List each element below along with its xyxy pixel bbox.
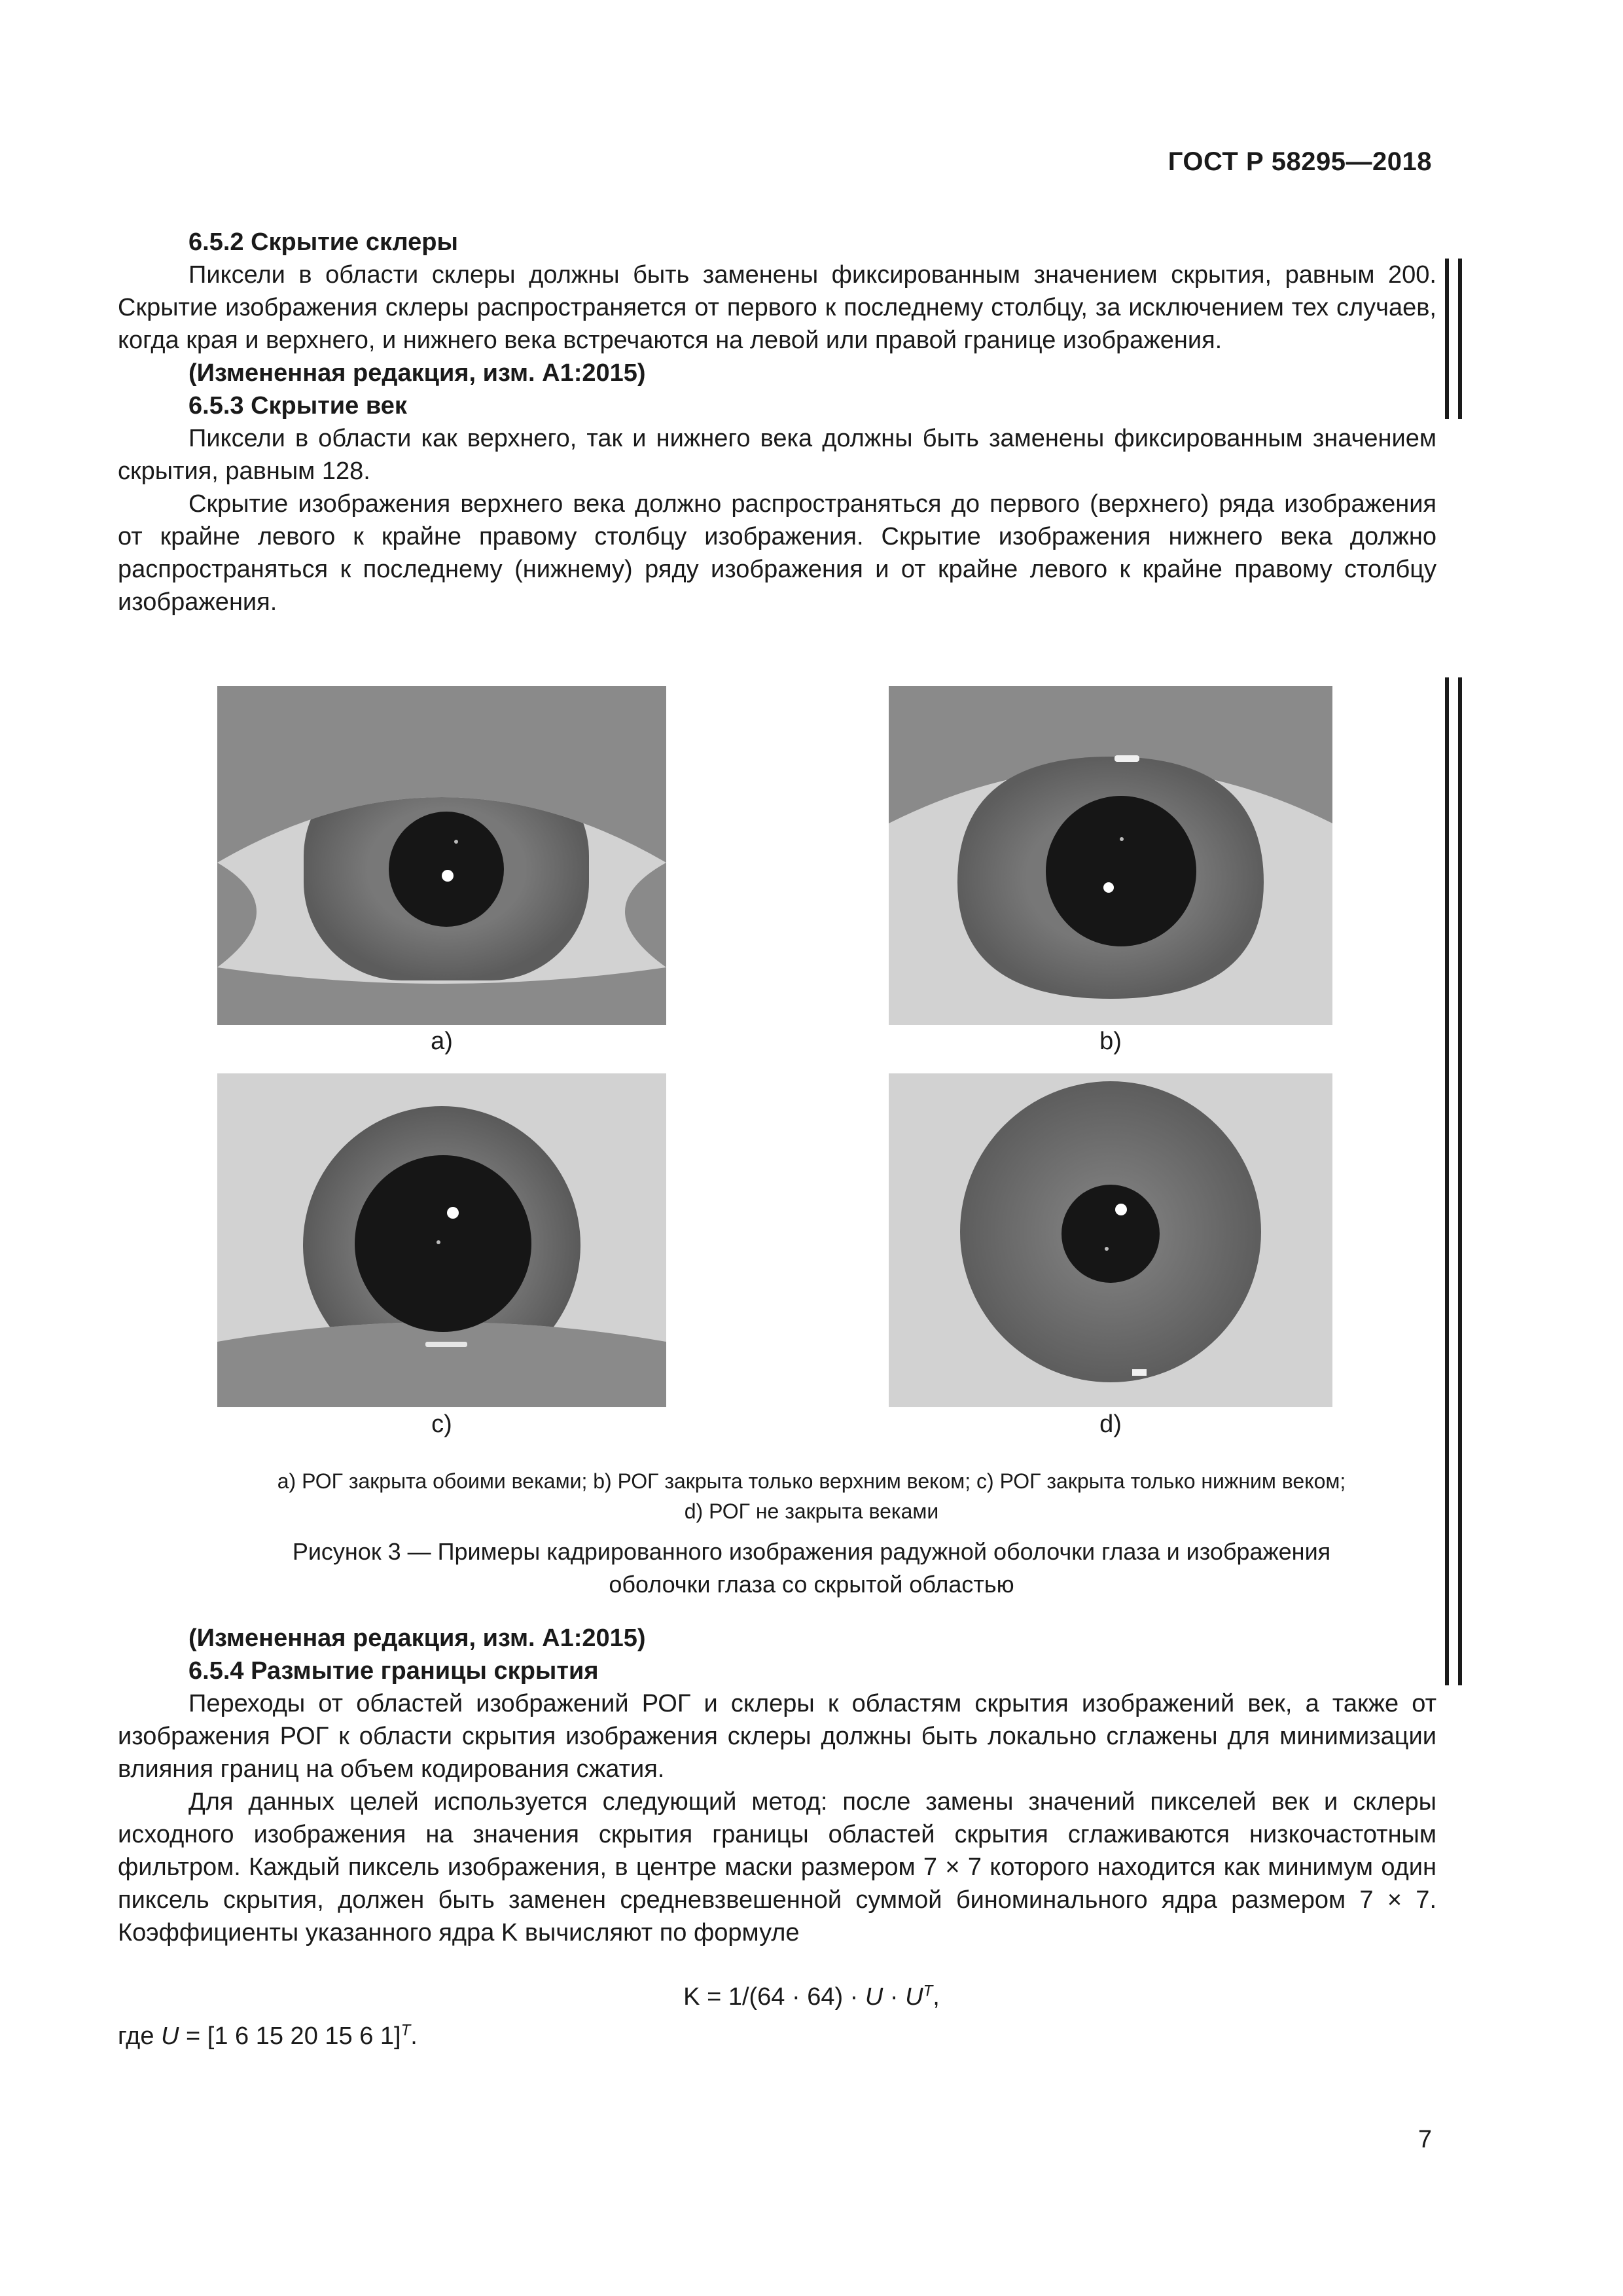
figure-legend-line: d) РОГ не закрыта веками <box>684 1499 939 1523</box>
paragraph: Для данных целей используется следующий метод: после замены значений пикселей век и склеры исходного изображения на значения скрытия границы областей скрытия сглаживаются низкочастотным фильтром. Каждый пиксель изображения, в центре маски размером 7 × 7 которого находится как минимум один пиксель скрытия, должен быть заменен средневзвешенной суммой биноминального ядра размером 7 × 7. Коэффициенты указанного ядра K вычисляют по формуле <box>118 1788 1436 1946</box>
section-title-6-5-2: 6.5.2 Скрытие склеры <box>188 228 458 256</box>
eye-image-c <box>217 1073 666 1407</box>
amendment-note: (Измененная редакция, изм. А1:2015) <box>188 1624 646 1652</box>
figure-caption-a: а) <box>431 1028 453 1055</box>
change-bar <box>1445 677 1449 1685</box>
formula-tail: , <box>933 1983 940 2011</box>
formula-u: U <box>905 1983 923 2011</box>
eye-image-d <box>889 1073 1332 1407</box>
formula-dot: · <box>883 1983 906 2011</box>
eye-image-a <box>217 686 666 1025</box>
text-block-top <box>118 226 1436 619</box>
figure-title-line: Рисунок 3 — Примеры кадрированного изображения радужной оболочки глаза и изображения <box>292 1538 1331 1565</box>
formula-transpose: T <box>923 1982 933 2000</box>
change-bar <box>1445 259 1449 419</box>
figure-title-line: оболочки глаза со скрытой областью <box>609 1571 1014 1598</box>
paragraph: Скрытие изображения верхнего века должно распространяться до первого (верхнего) ряда изображения от крайне левого к крайне правому столбцу изображения. Скрытие изображения нижнего века должно распространяться к последнему (нижнему) ряду изображения и от крайне левого к крайне правому столбцу изображения. <box>118 490 1436 616</box>
where-eq: = [1 6 15 20 15 6 1] <box>179 2022 401 2050</box>
figure-legend-line: а) РОГ закрыта обоими веками; b) РОГ закрыта только верхним веком; c) РОГ закрыта только нижним веком; <box>277 1469 1346 1493</box>
paragraph: Пиксели в области склеры должны быть заменены фиксированным значением скрытия, равным 200. Скрытие изображения склеры распространяется от первого к последнему столбцу, за исключением тех случаев, когда края и верхнего, и нижнего века встречаются на левой или правой границе изображения. <box>118 261 1436 354</box>
change-bar <box>1458 677 1462 1685</box>
formula-u: U <box>865 1983 883 2011</box>
figure-caption-c: c) <box>431 1410 452 1438</box>
figure-caption-d: d) <box>1099 1410 1122 1438</box>
paragraph: Пиксели в области как верхнего, так и нижнего века должны быть заменены фиксированным значением скрытия, равным 128. <box>118 425 1436 485</box>
paragraph: Переходы от областей изображений РОГ и склеры к областям скрытия изображений век, а также от изображения РОГ к области скрытия изображения склеры должны быть локально сглажены для минимизации влияния границ на объем кодирования сжатия. <box>118 1690 1436 1783</box>
formula-where <box>118 2022 418 2051</box>
figure-caption-b: b) <box>1099 1028 1122 1055</box>
text-block-bottom <box>118 1622 1436 1949</box>
formula <box>0 1983 1623 2011</box>
formula-lhs: K = 1/(64 · 64) · <box>683 1983 865 2011</box>
section-title-6-5-3: 6.5.3 Скрытие век <box>188 392 407 420</box>
where-transpose: T <box>401 2021 411 2039</box>
where-prefix: где <box>118 2022 162 2050</box>
change-bar <box>1458 259 1462 419</box>
section-title-6-5-4: 6.5.4 Размытие границы скрытия <box>188 1657 599 1685</box>
where-end: . <box>410 2022 418 2050</box>
amendment-note: (Измененная редакция, изм. А1:2015) <box>188 359 646 387</box>
figure-title <box>164 1535 1459 1601</box>
eye-image-b <box>889 686 1332 1025</box>
page-number: 7 <box>1418 2126 1432 2153</box>
where-u: U <box>161 2022 179 2050</box>
document-header: ГОСТ Р 58295—2018 <box>1168 147 1432 176</box>
figure-legend <box>164 1466 1459 1526</box>
